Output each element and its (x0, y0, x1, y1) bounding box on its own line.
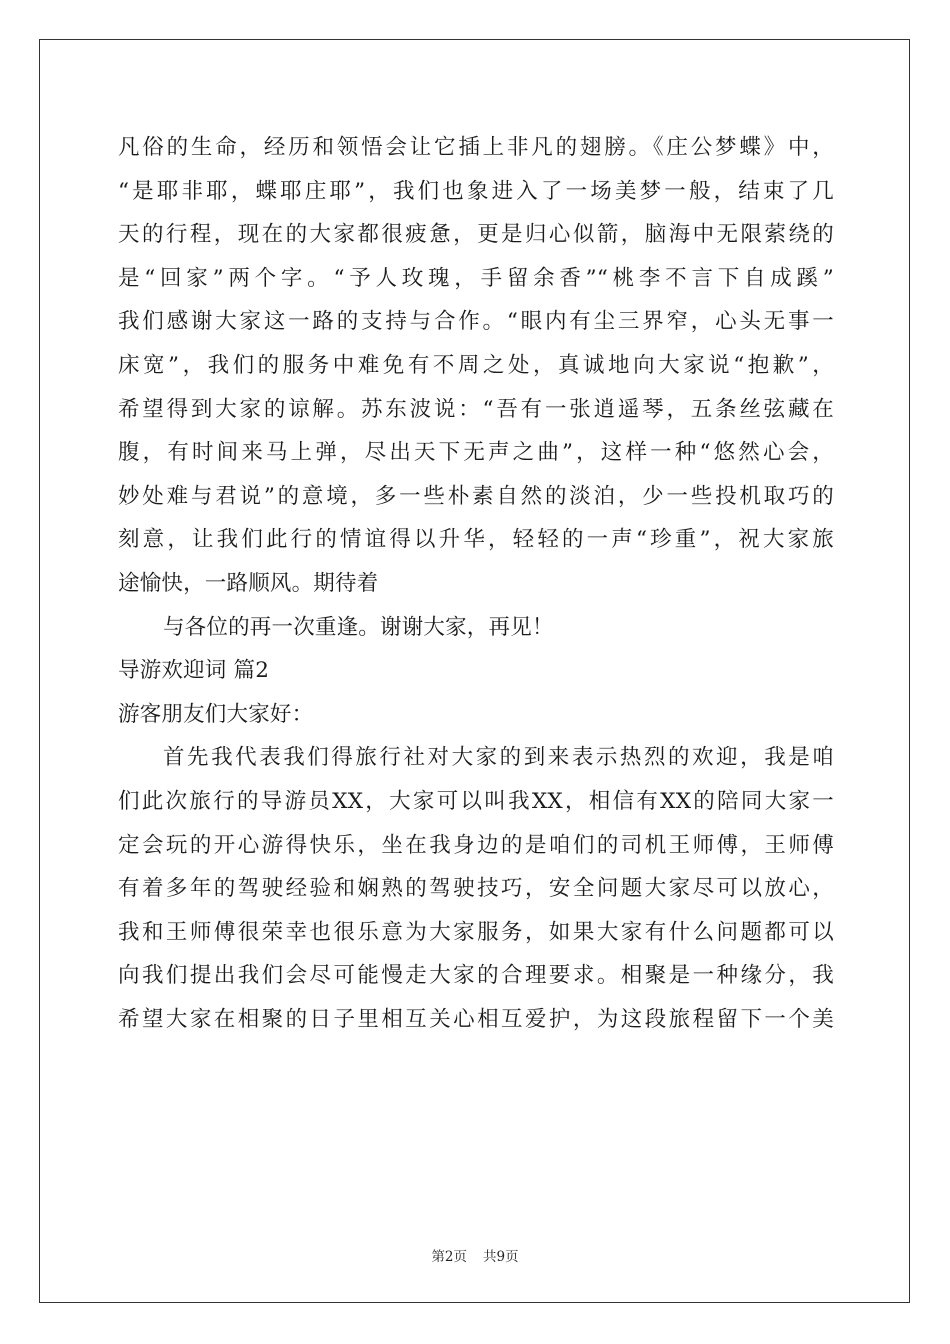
page-footer (0, 1245, 950, 1265)
document-body (118, 126, 834, 1041)
text-line-20: 向我们提出我们会尽可能慢走大家的合理要求。相聚是一种缘分，我 (118, 963, 834, 989)
text-line-15: 首先我代表我们得旅行社对大家的到来表示热烈的欢迎，我是咱 (163, 745, 834, 771)
text-line-10: 刻意，让我们此行的情谊得以升华，轻轻的一声“珍重”，祝大家旅 (118, 527, 834, 553)
text-line-5: 我们感谢大家这一路的支持与合作。“眼内有尘三界窄，心头无事一 (118, 309, 834, 335)
text-line-4: 是“回家”两个字。“予人玫瑰，手留余香”“桃李不言下自成蹊” (118, 265, 834, 291)
text-line-3: 天的行程，现在的大家都很疲惫，更是归心似箭，脑海中无限萦绕的 (118, 222, 834, 248)
section-heading: 导游欢迎词 篇2 (118, 658, 270, 684)
text-line-19: 我和王师傅很荣幸也很乐意为大家服务，如果大家有什么问题都可以 (118, 919, 834, 945)
text-line-7: 希望得到大家的谅解。苏东波说：“吾有一张逍遥琴，五条丝弦藏在 (118, 396, 834, 422)
text-line-11: 途愉快，一路顺风。期待着 (118, 570, 379, 596)
text-line-21: 希望大家在相聚的日子里相互关心相互爱护，为这段旅程留下一个美 (118, 1006, 834, 1032)
greeting-line: 游客朋友们大家好： (118, 701, 314, 727)
text-line-9: 妙处难与君说”的意境，多一些朴素自然的淡泊，少一些投机取巧的 (118, 483, 834, 509)
text-line-6: 床宽”，我们的服务中难免有不周之处，真诚地向大家说“抱歉”， (118, 352, 834, 378)
text-line-12: 与各位的再一次重逢。谢谢大家，再见！ (163, 614, 554, 640)
text-line-18: 有着多年的驾驶经验和娴熟的驾驶技巧，安全问题大家尽可以放心， (118, 876, 834, 902)
text-line-8: 腹，有时间来马上弹，尽出天下无声之曲”，这样一种“悠然心会， (118, 440, 834, 466)
text-line-2: “是耶非耶，蝶耶庄耶”，我们也象进入了一场美梦一般，结束了几 (118, 178, 834, 204)
text-line-17: 定会玩的开心游得快乐，坐在我身边的是咱们的司机王师傅，王师傅 (118, 832, 834, 858)
text-line-1: 凡俗的生命，经历和领悟会让它插上非凡的翅膀。《庄公梦蝶》中， (118, 135, 834, 160)
page-number: 第2页 (431, 1249, 467, 1265)
text-line-16: 们此次旅行的导游员XX，大家可以叫我XX，相信有XX的陪同大家一 (118, 788, 834, 814)
page-total: 共9页 (483, 1249, 519, 1265)
